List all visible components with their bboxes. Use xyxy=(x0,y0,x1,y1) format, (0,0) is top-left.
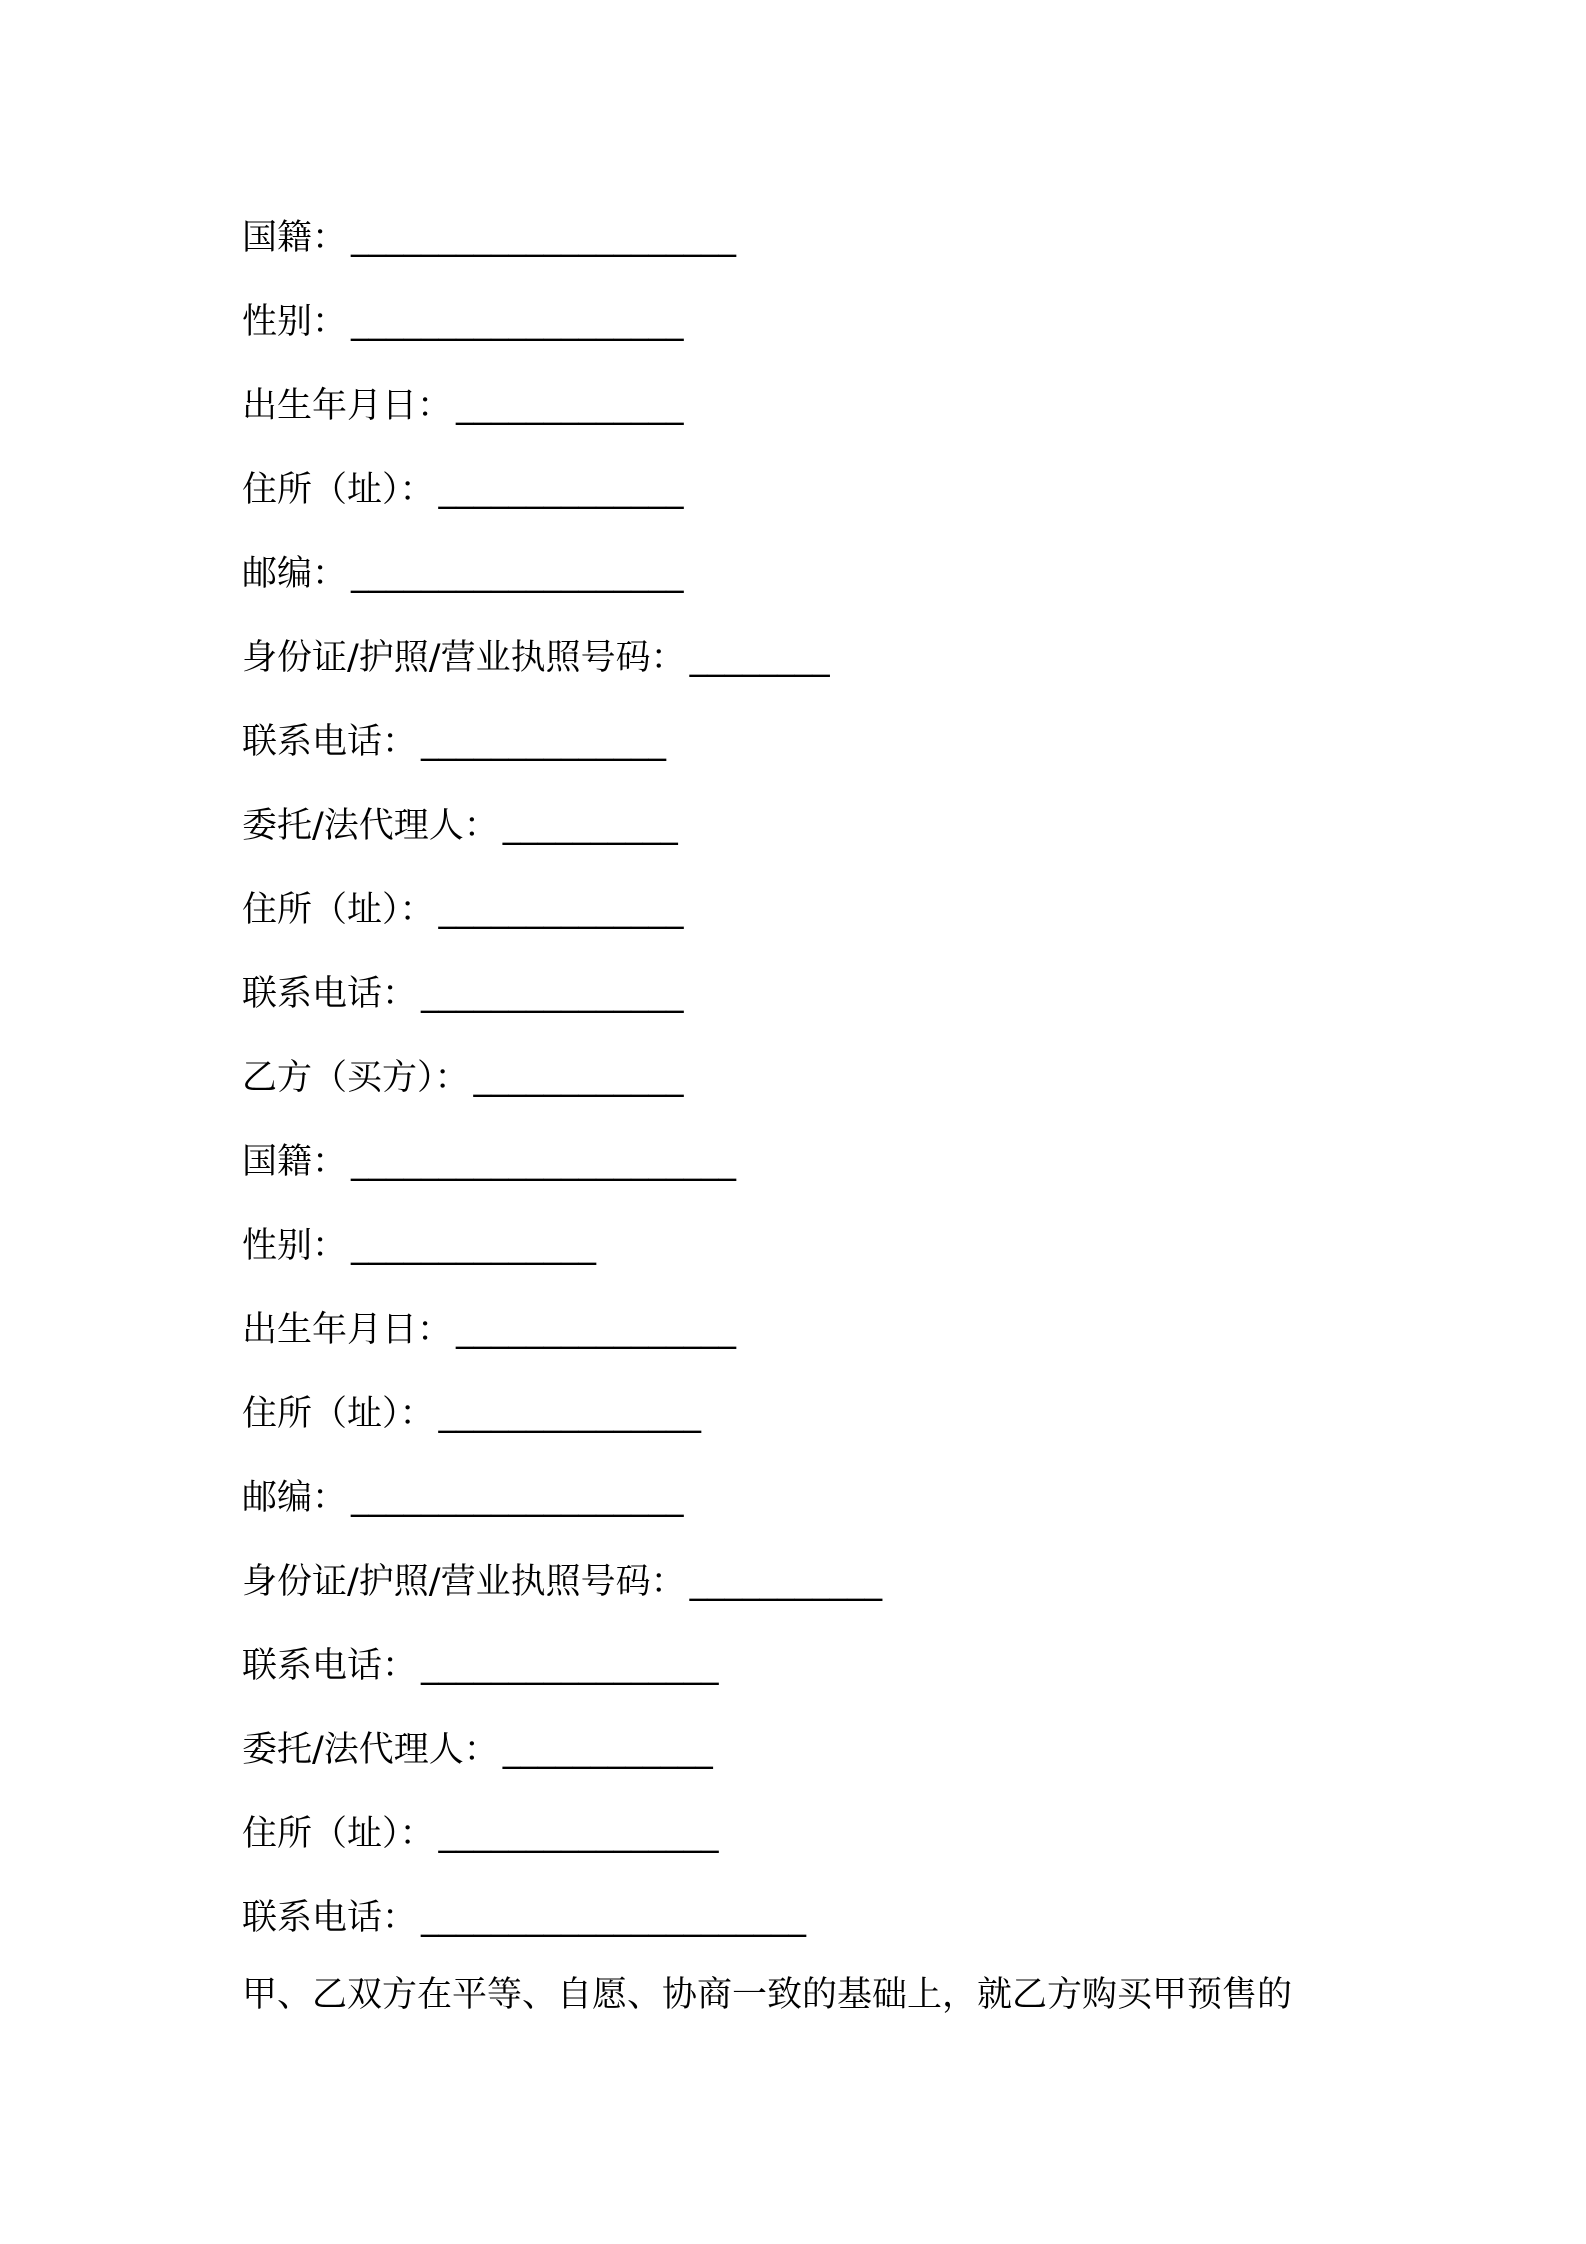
field-blank: ____________ xyxy=(473,1057,684,1098)
form-line xyxy=(242,952,1392,1036)
field-blank: _____________ xyxy=(456,385,684,426)
field-blank: _______________ xyxy=(421,973,684,1014)
field-blank: ______________________ xyxy=(351,217,737,258)
form-line xyxy=(242,1792,1392,1876)
form-line xyxy=(242,1036,1392,1120)
field-label: 住所（址）： xyxy=(242,889,435,930)
form-line xyxy=(242,280,1392,364)
form-line xyxy=(242,784,1392,868)
field-blank: ________________ xyxy=(438,1813,719,1854)
field-blank: ___________________ xyxy=(351,1477,684,1518)
party-info-form xyxy=(242,196,1392,1960)
field-blank: ____________ xyxy=(502,1729,713,1770)
field-label: 出生年月日： xyxy=(242,1309,453,1350)
form-line xyxy=(242,868,1392,952)
field-blank: _________________ xyxy=(421,1645,719,1686)
field-blank: ________ xyxy=(689,637,830,678)
form-line xyxy=(242,196,1392,280)
field-blank: ___________ xyxy=(689,1561,883,1602)
field-label: 委托/法代理人： xyxy=(242,805,499,846)
form-line xyxy=(242,616,1392,700)
field-blank: ___________________ xyxy=(351,301,684,342)
form-line xyxy=(242,1876,1392,1960)
field-blank: ______________________ xyxy=(351,1141,737,1182)
agreement-paragraph: 甲、乙双方在平等、自愿、协商一致的基础上，就乙方购买甲预售的 xyxy=(242,1975,1293,2015)
field-label: 委托/法代理人： xyxy=(242,1729,499,1770)
form-line xyxy=(242,448,1392,532)
field-blank: ___________________ xyxy=(351,553,684,594)
field-label: 联系电话： xyxy=(242,1897,418,1938)
field-label: 性别： xyxy=(242,301,348,342)
field-blank: ________________ xyxy=(456,1309,737,1350)
field-label: 出生年月日： xyxy=(242,385,453,426)
form-line xyxy=(242,532,1392,616)
field-blank: ______________ xyxy=(438,469,684,510)
field-label: 身份证/护照/营业执照号码： xyxy=(242,1561,686,1602)
field-blank: ______________ xyxy=(351,1225,597,1266)
form-line xyxy=(242,1540,1392,1624)
field-label: 联系电话： xyxy=(242,973,418,1014)
field-label: 住所（址）： xyxy=(242,469,435,510)
form-line xyxy=(242,1456,1392,1540)
form-line xyxy=(242,1204,1392,1288)
form-line xyxy=(242,1120,1392,1204)
field-label: 联系电话： xyxy=(242,721,418,762)
field-label: 邮编： xyxy=(242,553,348,594)
field-label: 住所（址）： xyxy=(242,1813,435,1854)
field-label: 邮编： xyxy=(242,1477,348,1518)
field-label: 国籍： xyxy=(242,1141,348,1182)
form-line xyxy=(242,1708,1392,1792)
form-line xyxy=(242,1624,1392,1708)
field-blank: ______________ xyxy=(438,889,684,930)
field-label: 乙方（买方）： xyxy=(242,1057,470,1098)
field-blank: ______________________ xyxy=(421,1897,807,1938)
form-line xyxy=(242,364,1392,448)
field-blank: _______________ xyxy=(438,1393,702,1434)
form-line xyxy=(242,700,1392,784)
field-label: 住所（址）： xyxy=(242,1393,435,1434)
field-blank: __________ xyxy=(502,805,678,846)
field-label: 联系电话： xyxy=(242,1645,418,1686)
field-label: 身份证/护照/营业执照号码： xyxy=(242,637,686,678)
form-line xyxy=(242,1288,1392,1372)
field-label: 国籍： xyxy=(242,217,348,258)
field-blank: ______________ xyxy=(421,721,667,762)
form-line xyxy=(242,1372,1392,1456)
field-label: 性别： xyxy=(242,1225,348,1266)
